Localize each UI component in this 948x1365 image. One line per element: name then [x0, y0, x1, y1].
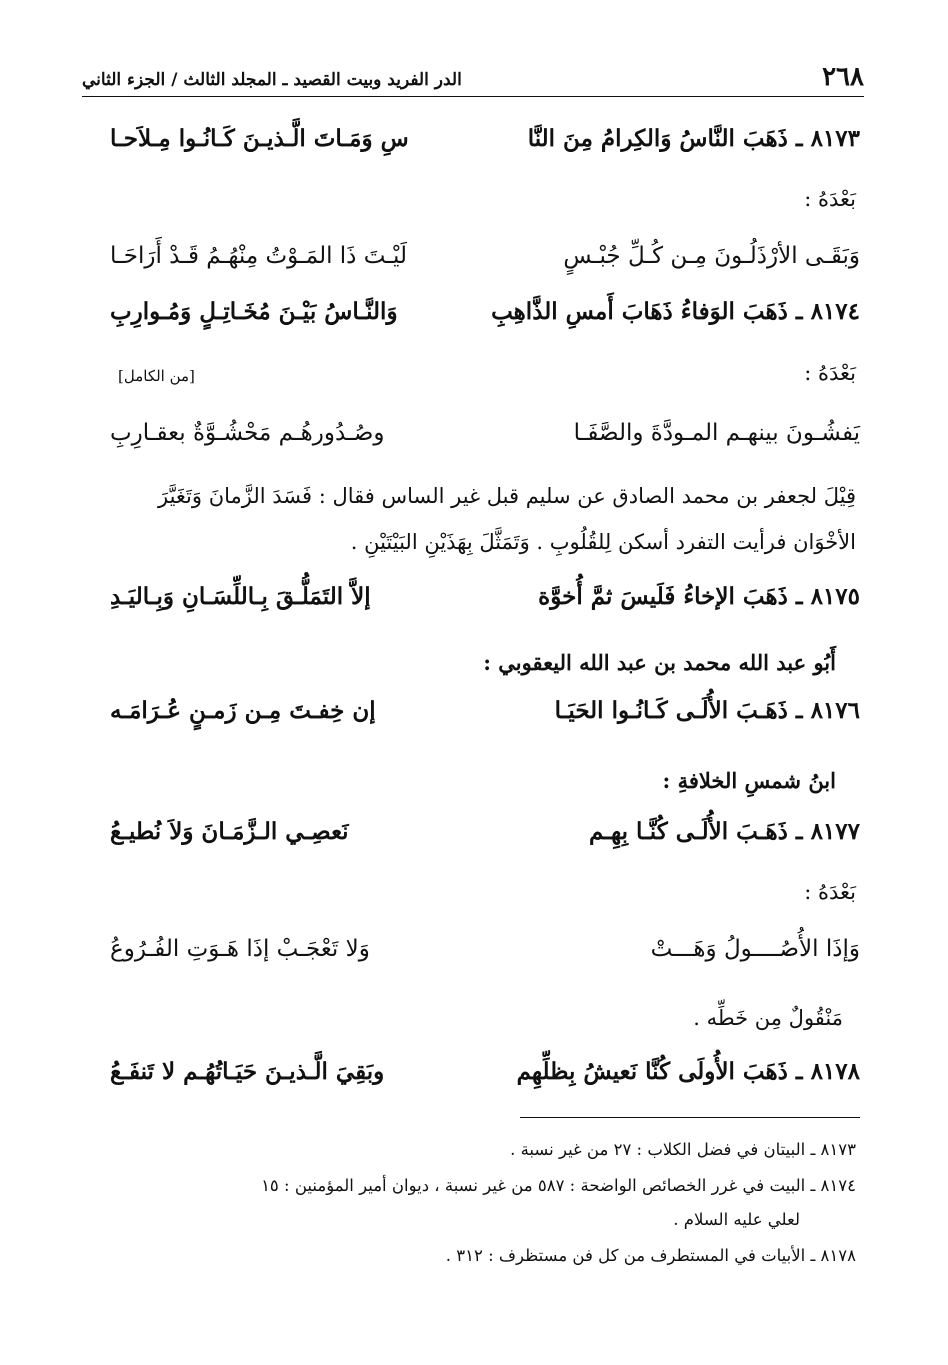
hemistich-first: وَبَقَـى الأرْذَلُـونَ مِـن كُـلِّ جُبْـسٍ: [563, 243, 860, 269]
hemistich-first: يَفشُـونَ بينهـم المـودَّةَ والصَّفَـا: [573, 420, 860, 446]
verse-8174: [110, 298, 860, 350]
meter-label: [من الكامل]: [118, 367, 195, 385]
verse-8173: [110, 125, 860, 177]
hemistich-second: وَلا تَعْجَـبْ إذَا هَـوَتِ الفُـرُوعُ: [110, 936, 370, 962]
hemistich-second: وصُـدُورهُـم مَحْشُـوَّةٌ بعقـارِبِ: [110, 420, 385, 446]
footnote-separator: [520, 1117, 860, 1118]
hemistich-second: سِ وَمَـاتَ الَّـذيـنَ كَـانُـوا مِـلاَحـا: [110, 125, 409, 152]
hemistich-second: إلاَّ التَمَلُّـقَ بِـاللِّسَـانِ وَبِـاليَـدِ: [110, 583, 371, 610]
verse-8173-after: [110, 243, 860, 295]
verse-8174-after: [110, 420, 860, 472]
footnote-8174: ٨١٧٤ ـ البيت في غرر الخصائص الواضحة : ٥٨٧ من غير نسبة ، ديوان أمير المؤمنين : ١٥: [261, 1176, 856, 1195]
hemistich-second: نَعصِـي الـزَّمَـانَ وَلاَ نُطيـعُ: [110, 818, 349, 845]
label-after: بَعْدَهُ :: [804, 880, 856, 904]
hemistich-second: وَالنَّـاسُ بَيْـنَ مُخَـاتِـلٍ وَمُـوارِبِ: [110, 298, 398, 325]
verse-8177-after: [110, 936, 860, 988]
page-number: ٢٦٨: [822, 62, 864, 92]
hemistich-first: وَإذَا الأُصُــــولُ وَهَـــتْ: [650, 936, 860, 962]
hemistich-first: ٨١٧٣ ـ ذَهَبَ النَّاسُ وَالكِرامُ مِنَ النَّا: [527, 125, 860, 152]
prose-line-1: قِيْلَ لجعفر بن محمد الصادق عن سليم قبل غير الساس فقال : فَسَدَ الزَّمانَ وَتَغَيَّرَ: [158, 484, 856, 508]
hemistich-second: لَيْـتَ ذَا المَـوْتُ مِنْهُـمُ قَـدْ أَرَاحَـا: [110, 243, 407, 269]
hemistich-first: ٨١٧٧ ـ ذَهَـبَ الأُلَـى كُنَّـا بِهِـم: [589, 818, 860, 845]
prose-line-2: الأخْوَان فرأيت التفرد أسكن لِلقُلُوبِ . وَتَمَثَّلَ بِهَذَيْنِ البَيْتَيْنِ .: [350, 530, 856, 554]
label-after: بَعْدَهُ :: [804, 361, 856, 385]
footnote-8178: ٨١٧٨ ـ الأبيات في المستطرف من كل فن مستظرف : ٣١٢ .: [445, 1246, 856, 1265]
footnote-8174-continued: لعلي عليه السلام .: [673, 1210, 800, 1229]
hemistich-second: وبَقِيَ الَّـذيـنَ حَيَـاتُهُـم لا تَنفَـعُ: [110, 1058, 385, 1085]
hemistich-first: ٨١٧٤ ـ ذَهَبَ الوَفاءُ ذَهَابَ أَمسِ الذَّاهِبِ: [491, 298, 860, 325]
hemistich-first: ٨١٧٨ ـ ذَهَبَ الأُولَى كُنَّا نَعيشُ بِظلِّهِم: [516, 1058, 860, 1085]
label-after: بَعْدَهُ :: [804, 187, 856, 211]
hemistich-second: إن خِفـتَ مِـن زَمـنٍ عُـرَامَـه: [110, 697, 376, 724]
verse-8175: [110, 583, 860, 635]
hemistich-first: ٨١٧٦ ـ ذَهَـبَ الأُلَـى كَـانُـوا الحَيَـا: [554, 697, 860, 724]
source-note: مَنْقُولٌ مِن خَطِّه .: [693, 1006, 843, 1030]
verse-8177: [110, 818, 860, 870]
page-header: [82, 52, 864, 97]
poet-name: أَبُو عبد الله محمد بن عبد الله اليعقوبي :: [483, 650, 836, 675]
verse-8178: [110, 1058, 860, 1110]
poet-name: ابنُ شمسِ الخلافةِ :: [662, 768, 836, 793]
footnote-8173: ٨١٧٣ ـ البيتان في فضل الكلاب : ٢٧ من غير نسبة .: [510, 1140, 856, 1159]
verse-8176: [110, 697, 860, 749]
hemistich-first: ٨١٧٥ ـ ذَهَبَ الإخاءُ فَلَيسَ ثمَّ أُخوَّة: [538, 583, 860, 610]
running-title: الدر الفريد وبيت القصيد ـ المجلد الثالث / الجزء الثاني: [82, 70, 462, 90]
